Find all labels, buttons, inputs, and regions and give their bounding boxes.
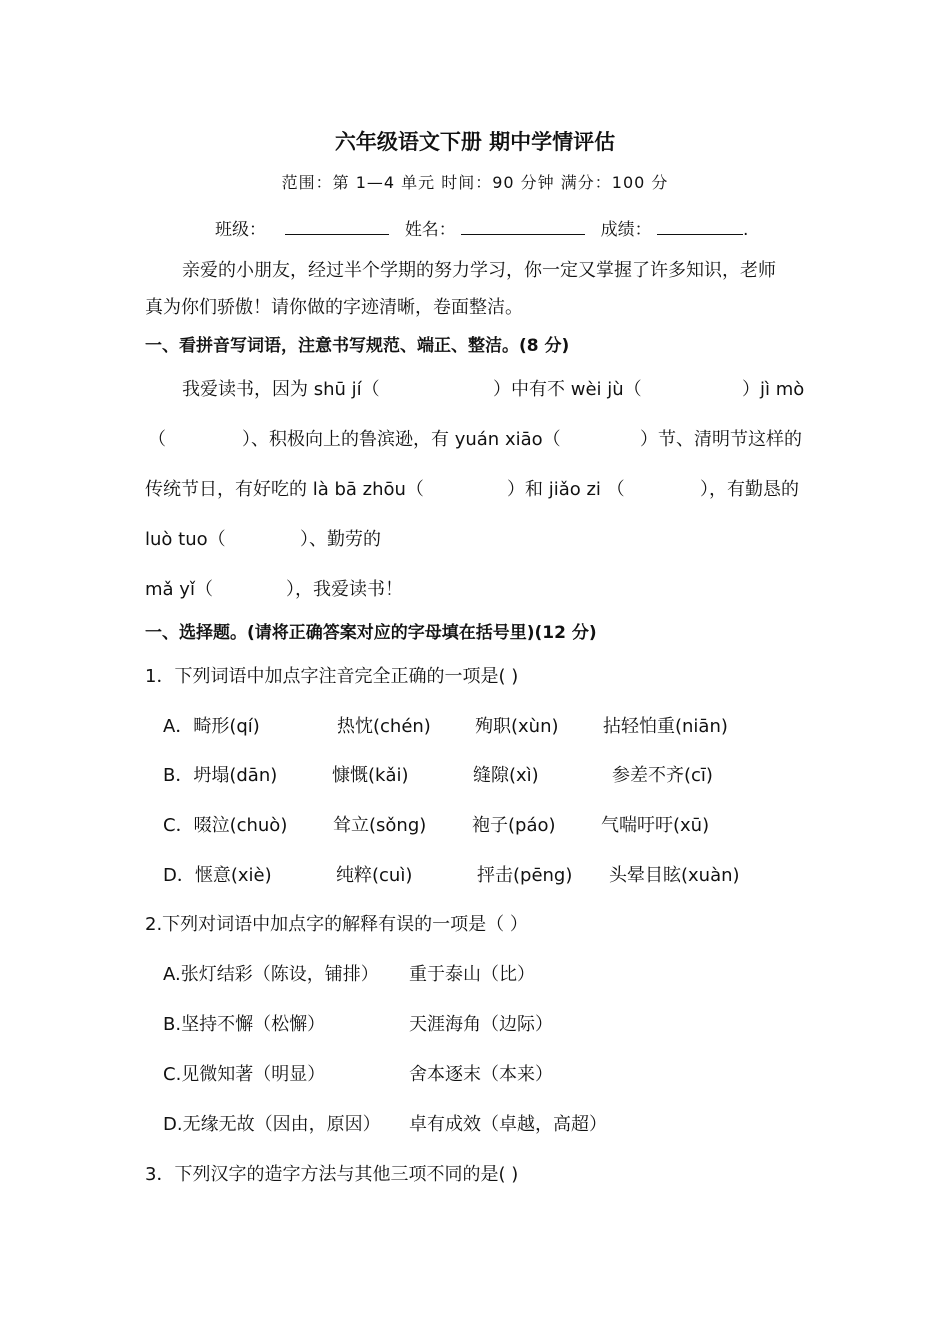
name-blank[interactable] xyxy=(461,216,585,235)
q1-option-b-word2: 慷慨(kǎi) xyxy=(332,765,409,786)
s1-p1-c: ）jì mò xyxy=(742,379,805,400)
s1-p2-b: ）、积极向上的鲁滨逊，有 yuán xiāo（ xyxy=(242,429,561,450)
end-mark: . xyxy=(743,220,749,240)
s1-p1-b: ）中有不 wèi jù（ xyxy=(493,379,642,400)
q2-option-d-word2: 卓有成效（卓越，高超） xyxy=(409,1114,607,1135)
s1-p2-c: ）节、清明节这样的 xyxy=(640,429,802,450)
q1-stem: 1．下列词语中加点字注音完全正确的一项是( ) xyxy=(145,666,519,687)
score-label: 成绩： xyxy=(600,220,652,240)
q2-stem: 2.下列对词语中加点字的解释有误的一项是（ ） xyxy=(145,914,528,935)
q1-option-a[interactable]: A．畸形(qí) xyxy=(163,716,260,737)
s1-p4-a: luò tuo（ xyxy=(145,529,226,550)
class-label: 班级： xyxy=(215,220,266,240)
s1-p1-a: 我爱读书，因为 shū jí（ xyxy=(182,379,380,400)
intro-line-2: 真为你们骄傲！请你做的字迹清晰，卷面整洁。 xyxy=(145,297,523,318)
s1-p2-a: （ xyxy=(148,429,166,450)
q2-option-b[interactable]: B.坚持不懈（松懈） xyxy=(163,1014,326,1035)
q2-option-a-word2: 重于泰山（比） xyxy=(409,964,535,985)
s1-p5-b: ），我爱读书！ xyxy=(286,579,403,600)
q1-option-c-word4: 气喘吁吁(xū) xyxy=(601,815,710,836)
s1-p5-a: mǎ yǐ（ xyxy=(145,579,213,600)
page-title: 六年级语文下册 期中学情评估 xyxy=(334,130,616,154)
section1-heading: 一、看拼音写词语，注意书写规范、端正、整洁。(8 分) xyxy=(145,336,570,356)
intro-line-1: 亲爱的小朋友，经过半个学期的努力学习，你一定又掌握了许多知识，老师 xyxy=(182,260,776,281)
s1-p4-b: ）、勤劳的 xyxy=(300,529,381,550)
q3-stem: 3．下列汉字的造字方法与其他三项不同的是( ) xyxy=(145,1164,519,1185)
q1-option-c[interactable]: C．啜泣(chuò) xyxy=(163,815,288,836)
name-label: 姓名： xyxy=(404,220,456,240)
q1-option-a-word4: 拈轻怕重(niān) xyxy=(603,716,728,737)
q1-option-a-word2: 热忱(chén) xyxy=(337,716,431,737)
q2-option-d[interactable]: D.无缘无故（因由，原因） xyxy=(163,1114,381,1135)
q1-option-d-word4: 头晕目眩(xuàn) xyxy=(609,865,740,886)
q1-option-b[interactable]: B．坍塌(dān) xyxy=(163,765,278,786)
score-blank[interactable] xyxy=(657,216,743,235)
s1-p3-c: ），有勤恳的 xyxy=(700,479,799,500)
q2-option-b-word2: 天涯海角（边际） xyxy=(409,1014,553,1035)
student-info-row xyxy=(215,216,748,242)
exam-subtitle: 范围：第 1—4 单元 时间：90 分钟 满分：100 分 xyxy=(281,173,669,192)
q1-option-d[interactable]: D．惬意(xiè) xyxy=(163,865,272,886)
q2-option-c[interactable]: C.见微知著（明显） xyxy=(163,1064,326,1085)
q2-option-c-word2: 舍本逐末（本来） xyxy=(409,1064,553,1085)
q1-option-b-word4: 参差不齐(cī) xyxy=(612,765,713,786)
class-blank[interactable] xyxy=(285,216,389,235)
s1-p3-b: ）和 jiǎo zi （ xyxy=(507,479,625,500)
q1-option-c-word3: 袍子(páo) xyxy=(472,815,556,836)
q2-option-a[interactable]: A.张灯结彩（陈设，铺排） xyxy=(163,964,379,985)
q1-option-d-word3: 抨击(pēng) xyxy=(477,865,573,886)
q1-option-c-word2: 耸立(sǒng) xyxy=(333,815,427,836)
section2-heading: 一、选择题。(请将正确答案对应的字母填在括号里)(12 分) xyxy=(145,623,597,643)
q1-option-b-word3: 缝隙(xì) xyxy=(473,765,539,786)
q1-option-d-word2: 纯粹(cuì) xyxy=(336,865,413,886)
s1-p3-a: 传统节日，有好吃的 là bā zhōu（ xyxy=(145,479,424,500)
q1-option-a-word3: 殉职(xùn) xyxy=(475,716,559,737)
